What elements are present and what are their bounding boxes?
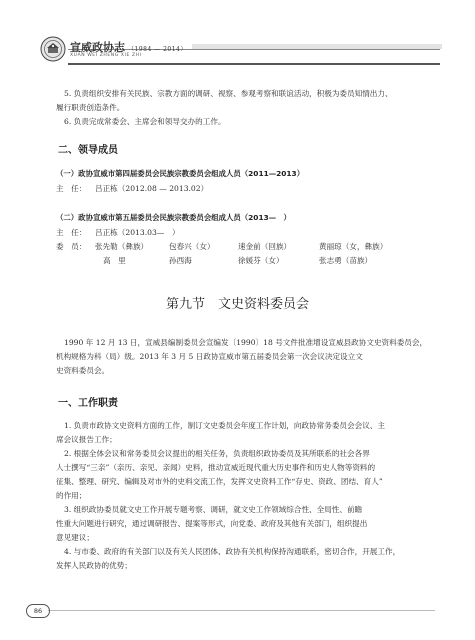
intro-line-3: 6. 负责完成常委会、主席会和领导交办的工作。: [64, 117, 226, 126]
intro-line-1: 5. 负责组织安排有关民族、宗教方面的调研、视察、参观考察和联谊活动，积极为委员知情出力、: [64, 89, 393, 98]
duty-line: 席会议报告工作；: [56, 435, 117, 444]
duty-line: 2. 根据全体会议和常务委员会议提出的相关任务，负责组织政协委员及其所联系的社会各界: [64, 449, 370, 458]
member-name: 徐媛芬（女）: [238, 256, 284, 265]
group1-director-label: 主 任：: [56, 184, 87, 193]
duty-line: 发挥人民政协的优势；: [56, 561, 132, 570]
member-name: 速金前（回族）: [238, 242, 292, 251]
intro-line-2: 履行职责创造条件。: [56, 103, 125, 112]
chapter-intro-line-3: 史资料委员会。: [56, 366, 110, 375]
duty-line: 4. 与市委、政府的有关部门以及有关人民团体、政协有关机构保持沟通联系，密切合作，开展工作，: [64, 547, 401, 556]
group2-title: （二）政协宣威市第五届委员会民族宗教委员会组成人员（2013— ）: [56, 213, 291, 222]
header-years: （1984 — 2014）: [128, 46, 187, 53]
member-name: 包春兴（女）: [169, 242, 215, 251]
footer-rule: [48, 610, 435, 611]
group2-director: 吕正栋（2013.03— ）: [95, 228, 180, 237]
page-header: [40, 36, 440, 66]
group1-director: 吕正栋（2012.08 — 2013.02）: [95, 184, 209, 193]
page-number: 86: [26, 604, 50, 618]
duty-line: 意见建议；: [56, 533, 94, 542]
member-name: 张志勇（苗族）: [319, 256, 373, 265]
duties-heading: 一、工作职责: [58, 398, 118, 409]
member-name: 黄丽琼（女，彝族）: [319, 242, 388, 251]
group1-title: （一）政协宣威市第四届委员会民族宗教委员会组成人员（2011—2013）: [56, 169, 305, 178]
duty-line: 的作用；: [56, 491, 87, 500]
duty-line: 1. 负责市政协文史资料方面的工作，制订文史委员会年度工作计划，向政协常务委员会会议、主: [64, 421, 385, 430]
group2-director-label: 主 任：: [56, 228, 87, 237]
chapter-intro-line-1: 1990 年 12 月 13 日，宣威县编制委员会宣编发〔1990〕18 号文件批准增设宣威县政协文史资料委员会，: [64, 338, 428, 347]
header-double-rule: [68, 63, 440, 65]
header-title: 宣威政协志 （1984 — 2014）: [70, 41, 187, 54]
cppcc-emblem-icon: [40, 36, 66, 62]
duty-line: 性重大问题进行研究，通过调研报告、提案等形式，向党委、政府及其他有关部门，组织提出: [56, 519, 368, 528]
header-pinyin: XUAN WEI ZHENG XIE ZHI: [70, 53, 142, 58]
duty-line: 征集、整理、研究、编辑及对市外的史料交流工作，发挥文史资料工作“存史、资政、团结、育人”: [56, 477, 383, 486]
duty-line: 人士撰写“三亲”（亲历、亲见、亲闻）史料，推动宣威近现代重大历史事件和历史人物等资料的: [56, 463, 376, 472]
duty-line: 3. 组织政协委员就文史工作开展专题考察、调研，就文史工作领域综合性、全局性、前瞻: [64, 505, 363, 514]
group2-members-label: 委 员：: [56, 242, 87, 251]
chapter-intro-line-2: 机构规格为科（局）级。2013 年 3 月 5 日政协宣威市第五届委员会第一次会议决定设立文: [56, 352, 363, 361]
member-name: 孙西海: [169, 256, 192, 265]
chapter-title: 第九节 文史资料委员会: [165, 297, 309, 312]
member-name: 高 里: [103, 256, 126, 265]
leadership-heading: 二、领导成员: [58, 145, 118, 156]
member-name: 张先勒（彝族）: [95, 242, 149, 251]
